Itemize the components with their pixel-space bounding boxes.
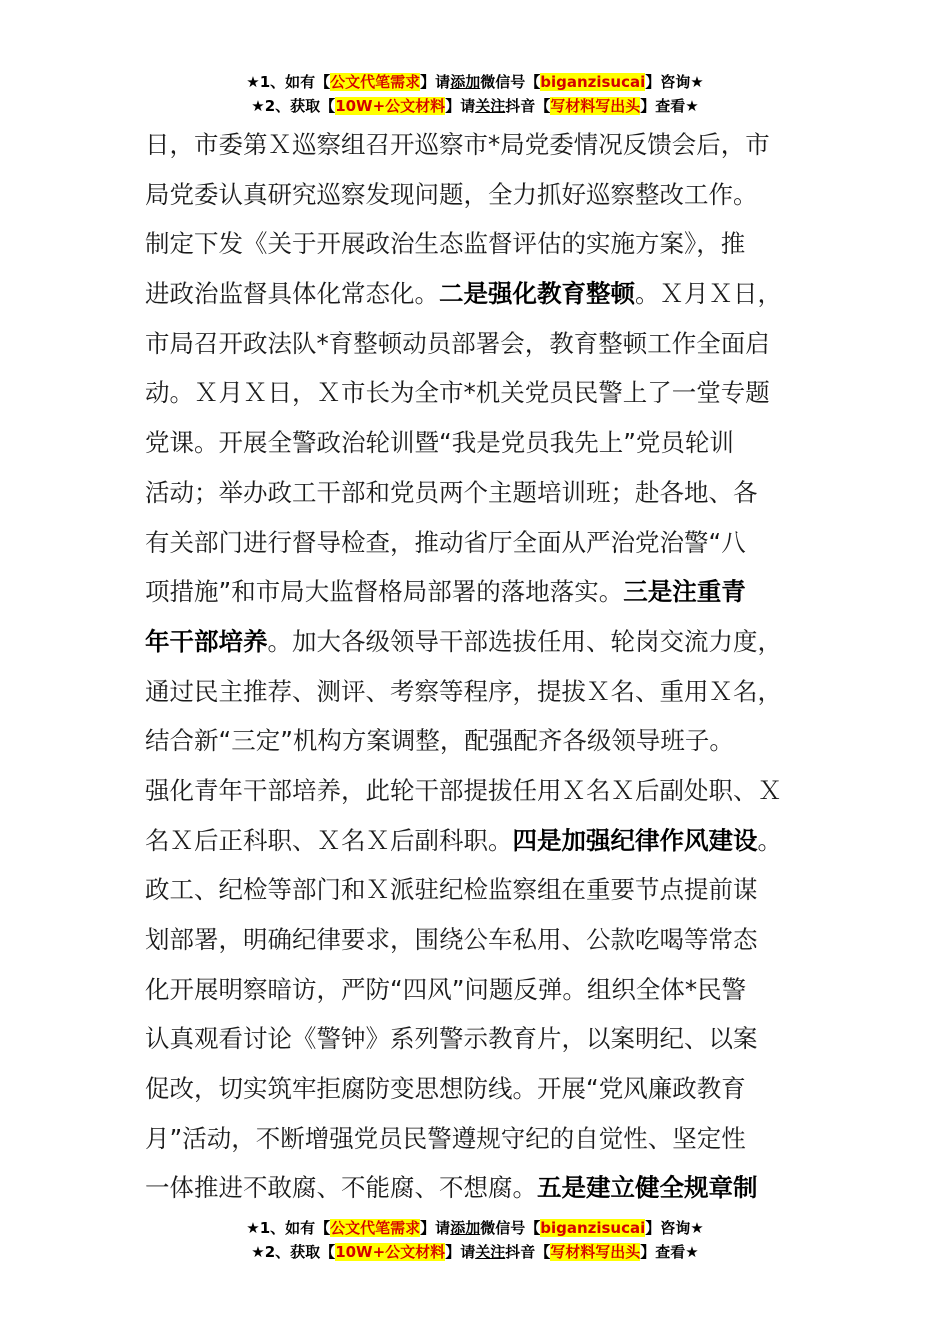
- text-line: [145, 865, 835, 915]
- text-line: [145, 816, 835, 866]
- bold-heading-text: 年干部培养: [145, 626, 268, 656]
- text-line: [145, 716, 835, 766]
- text-segment: 项措施”和市局大监督格局部署的落地落实。: [145, 577, 624, 607]
- footer-banner: [0, 1216, 950, 1264]
- banner-highlight: biganzisucai: [540, 73, 646, 91]
- text-segment: 化开展明察暗访，严防“四风”问题反弹。组织全体*民警: [145, 974, 747, 1004]
- text-segment: 党课。开展全警政治轮训暨“我是党员我先上”党员轮训: [145, 428, 734, 458]
- text-line: [145, 567, 835, 617]
- text-segment: 划部署，明确纪律要求，围绕公车私用、公款吃喝等常态: [145, 925, 758, 954]
- banner-highlight: 10W+公文材料: [335, 97, 446, 115]
- document-body: [145, 120, 835, 1213]
- banner-line-2: ★2、获取【10W+公文材料】请关注抖音【写材料写出头】查看★: [251, 1243, 699, 1261]
- text-segment: 活动；举办政工干部和党员两个主题培训班；赴各地、各: [145, 477, 758, 507]
- text-segment: 一体推进不敢腐、不能腐、不想腐。: [145, 1173, 537, 1203]
- text-line: [145, 170, 835, 220]
- text-line: [145, 1014, 835, 1064]
- text-segment: 制定下发《关于开展政治生态监督评估的实施方案》，推: [145, 229, 746, 259]
- banner-line-1: ★1、如有【公文代笔需求】请添加微信号【biganzisucai】咨询★: [246, 73, 704, 91]
- text-line: [145, 667, 835, 717]
- text-segment: 月”活动，不断增强党员民警遵规守纪的自觉性、坚定性: [145, 1123, 746, 1153]
- bold-heading-text: 二是强化教育整顿: [439, 279, 635, 309]
- text-segment: 。Ｘ月Ｘ日，: [635, 279, 782, 309]
- text-segment: 市局召开政法队*育整顿动员部署会，教育整顿工作全面启: [145, 328, 770, 358]
- text-line: [145, 1064, 835, 1114]
- text-segment: 日，市委第Ｘ巡察组召开巡察市*局党委情况反馈会后，市: [145, 130, 770, 159]
- text-segment: 通过民主推荐、测评、考察等程序，提拔Ｘ名、重用Ｘ名，: [145, 676, 782, 706]
- text-segment: 有关部门进行督导检查，推动省厅全面从严治党治警“八: [145, 527, 746, 557]
- text-line: [145, 1163, 835, 1213]
- text-segment: 。加大各级领导干部选拔任用、轮岗交流力度，: [267, 626, 782, 656]
- banner-highlight: biganzisucai: [540, 1219, 646, 1237]
- text-line: [145, 269, 835, 319]
- text-line: [145, 965, 835, 1015]
- bold-heading-text: 五是建立健全规章制: [537, 1173, 758, 1203]
- text-line: [145, 1114, 835, 1164]
- banner-highlight: 公文代笔需求: [330, 73, 421, 91]
- text-line: [145, 468, 835, 518]
- text-line: [145, 368, 835, 418]
- text-segment: 动。Ｘ月Ｘ日，Ｘ市长为全市*机关党员民警上了一堂专题: [145, 378, 770, 408]
- banner-highlight: 公文代笔需求: [330, 1219, 421, 1237]
- banner-line-1: ★1、如有【公文代笔需求】请添加微信号【biganzisucai】咨询★: [246, 1219, 704, 1237]
- text-segment: 。: [757, 825, 782, 855]
- text-segment: 政工、纪检等部门和Ｘ派驻纪检监察组在重要节点提前谋: [145, 875, 758, 905]
- text-segment: 促改，切实筑牢拒腐防变思想防线。开展“党风廉政教育: [145, 1074, 746, 1104]
- text-line: [145, 120, 835, 170]
- text-segment: 强化青年干部培养，此轮干部提拔任用Ｘ名Ｘ后副处职、Ｘ: [145, 775, 782, 805]
- header-banner: [0, 70, 950, 118]
- banner-highlight: 写材料写出头: [550, 1243, 641, 1261]
- text-line: [145, 518, 835, 568]
- text-segment: 名Ｘ后正科职、Ｘ名Ｘ后副科职。: [145, 825, 513, 855]
- text-segment: 认真观看讨论《警钟》系列警示教育片，以案明纪、以案: [145, 1024, 758, 1054]
- text-line: [145, 915, 835, 965]
- banner-highlight: 写材料写出头: [550, 97, 641, 115]
- text-segment: 局党委认真研究巡察发现问题，全力抓好巡察整改工作。: [145, 179, 758, 209]
- text-segment: 结合新“三定”机构方案调整，配强配齐各级领导班子。: [145, 726, 734, 756]
- banner-highlight: 10W+公文材料: [335, 1243, 446, 1261]
- text-line: [145, 219, 835, 269]
- text-line: [145, 418, 835, 468]
- banner-line-2: ★2、获取【10W+公文材料】请关注抖音【写材料写出头】查看★: [251, 97, 699, 115]
- text-line: [145, 617, 835, 667]
- bold-heading-text: 四是加强纪律作风建设: [512, 825, 758, 855]
- text-segment: 进政治监督具体化常态化。: [145, 279, 439, 309]
- text-line: [145, 766, 835, 816]
- text-line: [145, 319, 835, 369]
- bold-heading-text: 三是注重青: [623, 577, 746, 607]
